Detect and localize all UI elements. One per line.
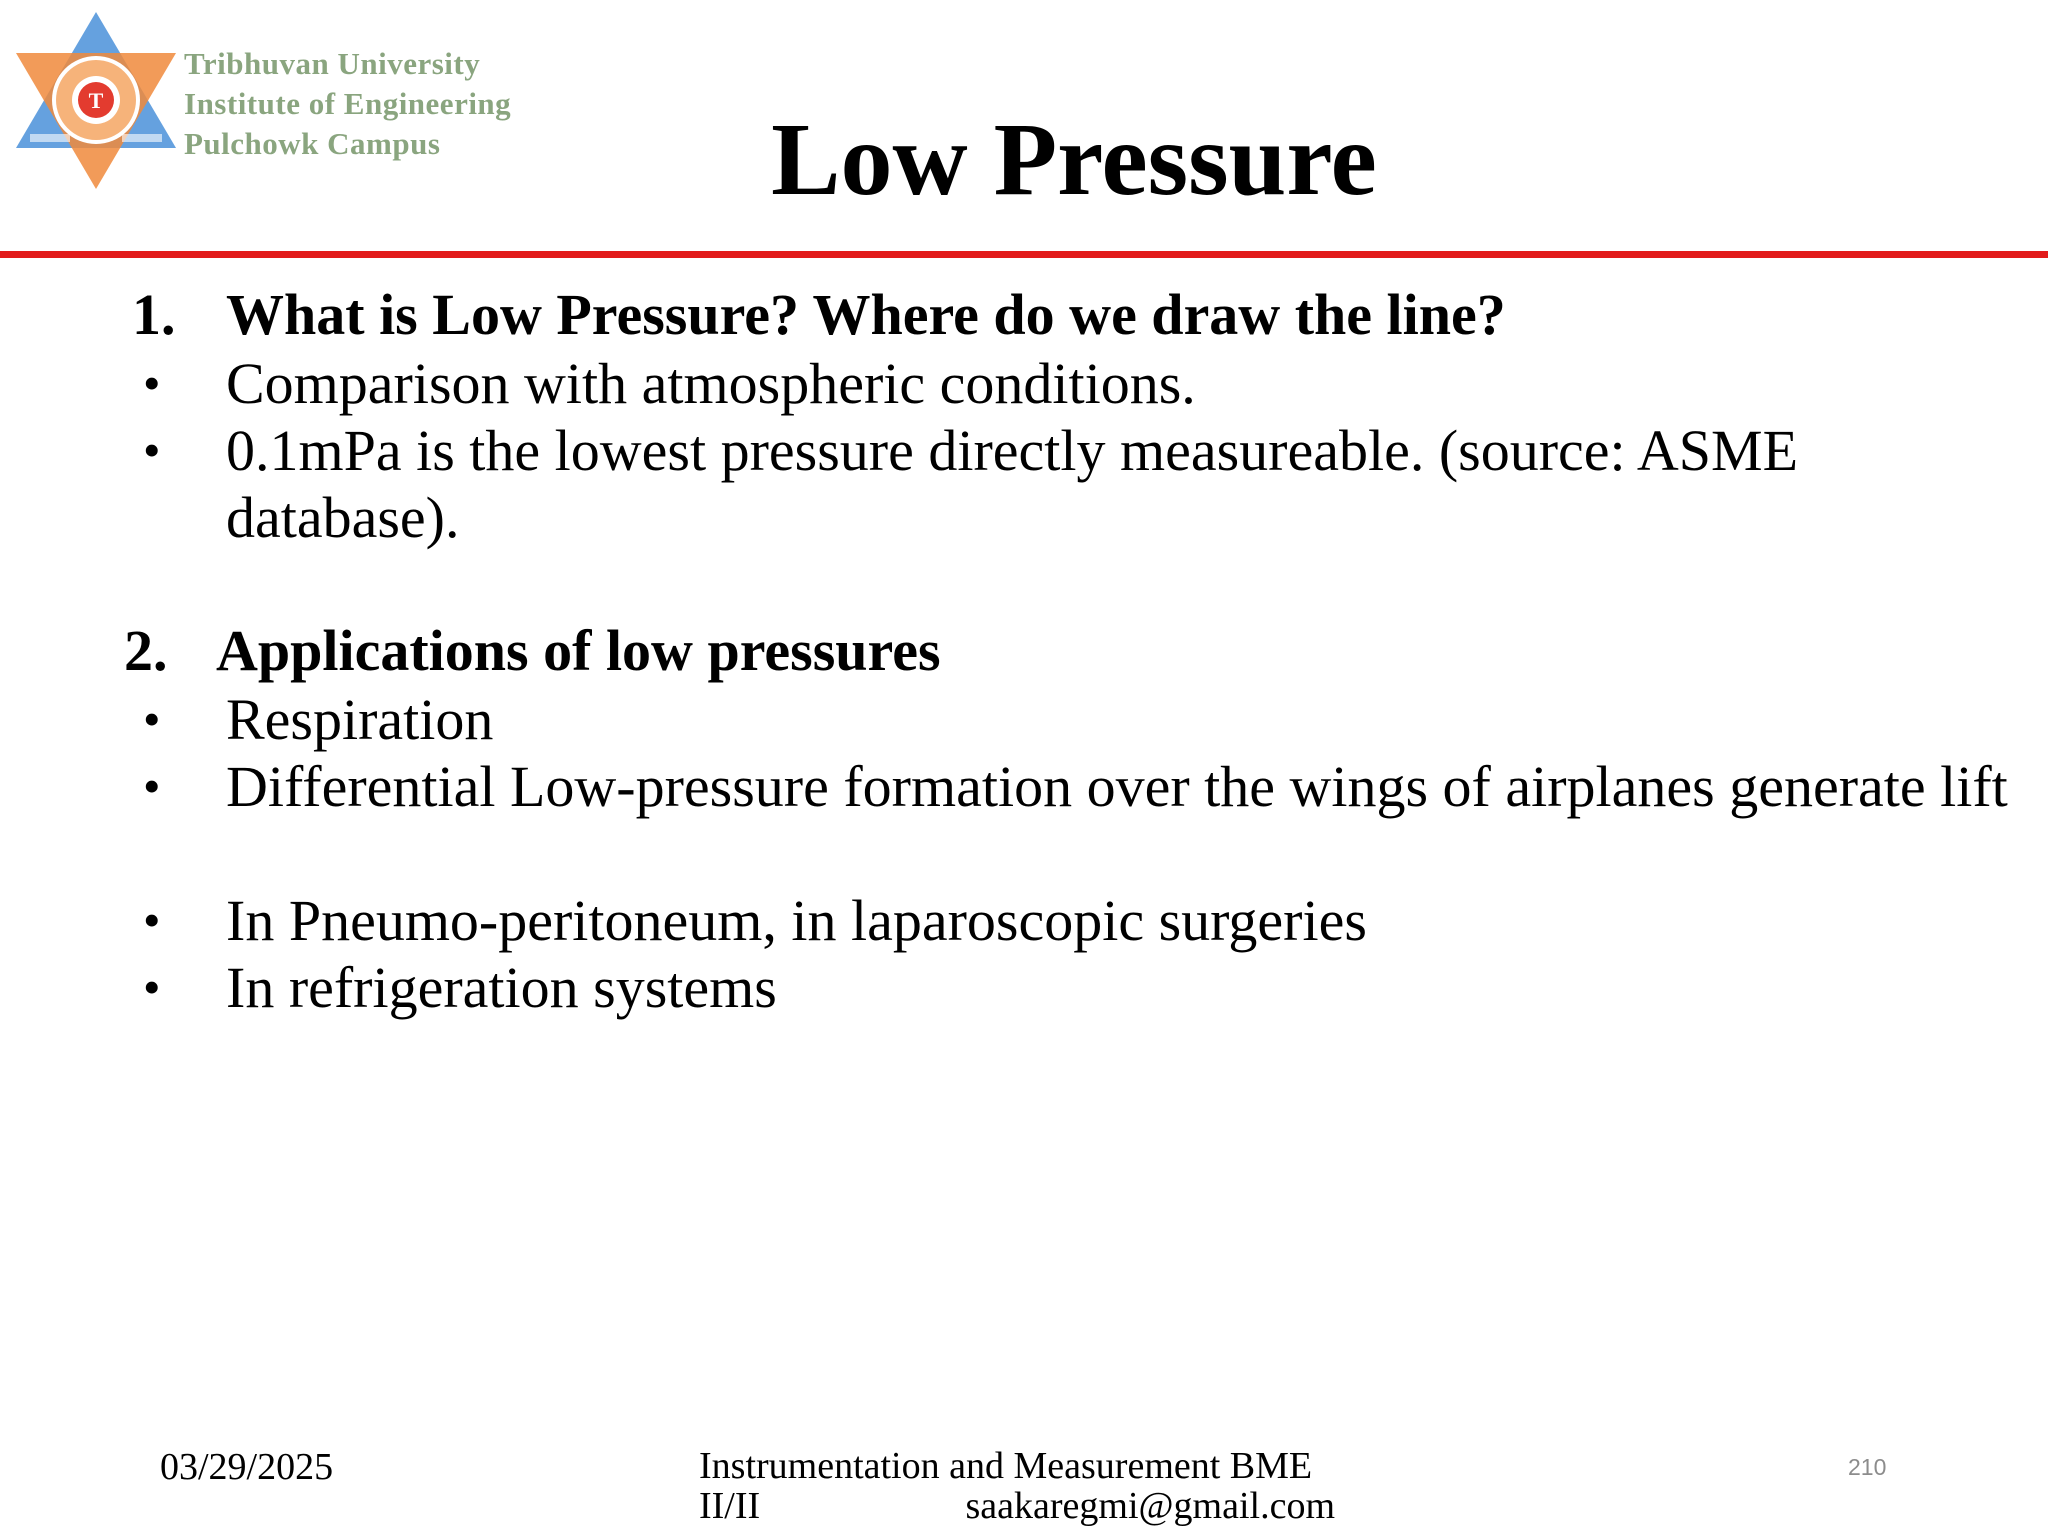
title-divider	[0, 251, 2048, 258]
section-1-heading	[132, 282, 1506, 348]
footer-course-line2	[699, 1486, 1335, 1526]
bullet-icon: •	[143, 691, 161, 747]
bullet-icon: •	[143, 422, 161, 478]
bullet-icon: •	[143, 355, 161, 411]
page-number: 210	[1848, 1454, 1887, 1480]
list-item-text: In Pneumo-peritoneum, in laparoscopic surgeries	[226, 888, 1367, 953]
list-item-text: Comparison with atmospheric conditions.	[226, 351, 1196, 416]
logo-line-institute: Institute of Engineering	[184, 86, 512, 121]
list-item-text: 0.1mPa is the lowest pressure directly measureable. (source: ASME database).	[226, 418, 1799, 550]
section-heading-text: Applications of low pressures	[216, 618, 941, 683]
section-heading-text: What is Low Pressure? Where do we draw the line?	[226, 282, 1506, 347]
footer-course-info	[699, 1446, 1335, 1526]
footer-semester: II/II	[699, 1485, 761, 1527]
logo-line-university: Tribhuvan University	[184, 46, 481, 81]
bullet-icon: •	[143, 892, 161, 948]
section-number: 2.	[124, 618, 168, 683]
bullet-icon: •	[143, 758, 161, 814]
footer-course-line1: Instrumentation and Measurement BME	[699, 1445, 1313, 1487]
bullet-icon: •	[143, 959, 161, 1015]
section-2-heading	[124, 618, 941, 684]
list-item-text: In refrigeration systems	[226, 955, 777, 1020]
footer-email: saakaregmi@gmail.com	[965, 1485, 1335, 1527]
list-item-text: Differential Low-pressure formation over the wings of airplanes generate lift	[226, 754, 2008, 819]
footer-date: 03/29/2025	[160, 1446, 334, 1488]
logo-line-campus: Pulchowk Campus	[184, 126, 441, 161]
list-item-text: Respiration	[226, 687, 494, 752]
slide-title: Low Pressure	[771, 102, 1377, 217]
svg-text:T: T	[88, 88, 104, 113]
section-number: 1.	[132, 282, 176, 347]
